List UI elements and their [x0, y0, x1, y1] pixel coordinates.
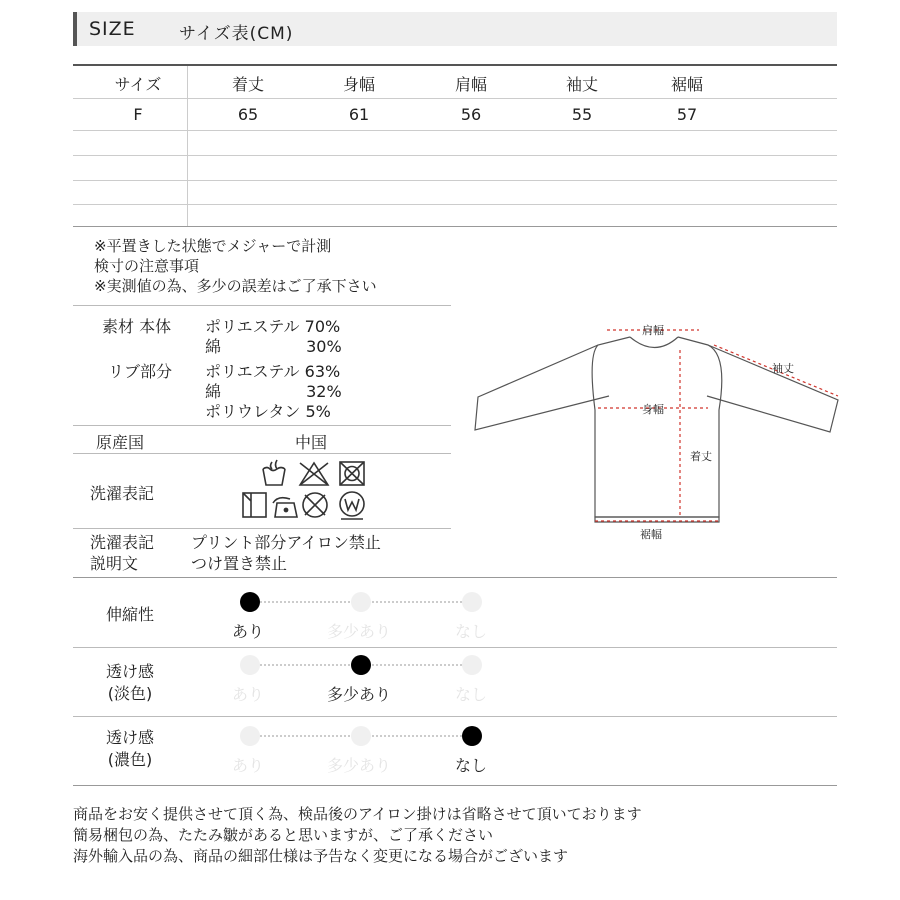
rating-label: 透け感 — [105, 728, 154, 747]
rating-option: 多少あり — [326, 756, 391, 775]
rating-dot-selected — [462, 726, 482, 746]
col-header-shoulder: 肩幅 — [454, 75, 487, 94]
no-tumble-dry-icon — [340, 462, 364, 485]
material-rib-label: リブ部分 — [108, 362, 173, 381]
material-rib-line: 綿 32% — [205, 382, 342, 401]
header-accent — [73, 12, 77, 46]
header-title: SIZE — [89, 18, 136, 40]
rating-option: 多少あり — [326, 685, 391, 704]
col-header-size: サイズ — [114, 75, 162, 94]
header-subtitle: サイズ表(CM) — [179, 24, 294, 44]
rating-dot — [351, 592, 371, 612]
diagram-label-length: 着丈 — [690, 450, 712, 463]
rating-label: 透け感 — [105, 662, 154, 681]
rating-option: あり — [231, 622, 264, 641]
material-main-label: 素材 本体 — [102, 317, 172, 336]
care-desc-text: プリント部分アイロン禁止 — [191, 533, 381, 552]
rating-dot-selected — [351, 655, 371, 675]
diagram-label-sleeve: 袖丈 — [772, 362, 794, 375]
dimension-lines — [595, 330, 838, 521]
cell-sleeve: 55 — [571, 105, 593, 124]
material-main-line: 綿 30% — [205, 337, 342, 356]
material-main-line: ポリエステル 70% — [205, 317, 341, 336]
rating-option: 多少あり — [326, 622, 391, 641]
no-bleach-icon — [300, 463, 328, 485]
cell-size: F — [133, 105, 143, 124]
note-tolerance: ※実測値の為、多少の誤差はご了承下さい — [94, 277, 377, 295]
care-label: 洗濯表記 — [90, 484, 155, 503]
col-header-length: 着丈 — [231, 75, 264, 94]
cell-chest: 61 — [348, 105, 370, 124]
line-dry-shade-icon — [243, 493, 266, 517]
rating-option: なし — [454, 756, 487, 775]
rating-option: あり — [231, 685, 264, 704]
diagram-label-hem: 裾幅 — [640, 528, 662, 541]
care-desc-text: つけ置き禁止 — [191, 554, 288, 573]
rating-dot-selected — [240, 592, 260, 612]
rating-option: なし — [454, 685, 487, 704]
rating-label: (淡色) — [107, 684, 153, 703]
care-symbols — [230, 455, 390, 527]
cell-length: 65 — [237, 105, 259, 124]
rating-label: 伸縮性 — [105, 605, 154, 624]
col-header-chest: 身幅 — [342, 75, 375, 94]
material-rib-line: ポリウレタン 5% — [205, 402, 331, 421]
no-dry-clean-icon — [303, 493, 327, 517]
wet-clean-icon — [340, 492, 364, 519]
rating-dot — [240, 726, 260, 746]
origin-value: 中国 — [295, 433, 328, 452]
note-heading: 検寸の注意事項 — [94, 257, 200, 275]
cell-shoulder: 56 — [460, 105, 482, 124]
rating-dot — [462, 592, 482, 612]
cell-hem: 57 — [676, 105, 698, 124]
diagram-label-chest: 身幅 — [642, 403, 664, 416]
garment-diagram — [470, 310, 850, 550]
rating-option: あり — [231, 756, 264, 775]
care-desc-label: 洗濯表記 — [90, 533, 155, 552]
footer-note: 商品をお安く提供させて頂く為、検品後のアイロン掛けは省略させて頂いております — [73, 805, 642, 823]
iron-low-icon — [273, 498, 297, 517]
material-rib-line: ポリエステル 63% — [205, 362, 341, 381]
rating-dot — [240, 655, 260, 675]
note-measure: ※平置きした状態でメジャーで計測 — [94, 237, 332, 255]
footer-note: 海外輸入品の為、商品の細部仕様は予告なく変更になる場合がございます — [73, 847, 569, 865]
rating-dot — [462, 655, 482, 675]
diagram-label-shoulder: 肩幅 — [642, 324, 664, 337]
col-header-sleeve: 袖丈 — [565, 75, 598, 94]
footer-note: 簡易梱包の為、たたみ皺があると思いますが、ご了承ください — [73, 826, 494, 844]
rating-dot — [351, 726, 371, 746]
care-desc-label: 説明文 — [90, 554, 139, 573]
col-header-hem: 裾幅 — [670, 75, 703, 94]
rating-option: なし — [454, 622, 487, 641]
rating-label: (濃色) — [107, 750, 153, 769]
origin-label: 原産国 — [96, 433, 145, 452]
hand-wash-icon — [263, 460, 285, 485]
